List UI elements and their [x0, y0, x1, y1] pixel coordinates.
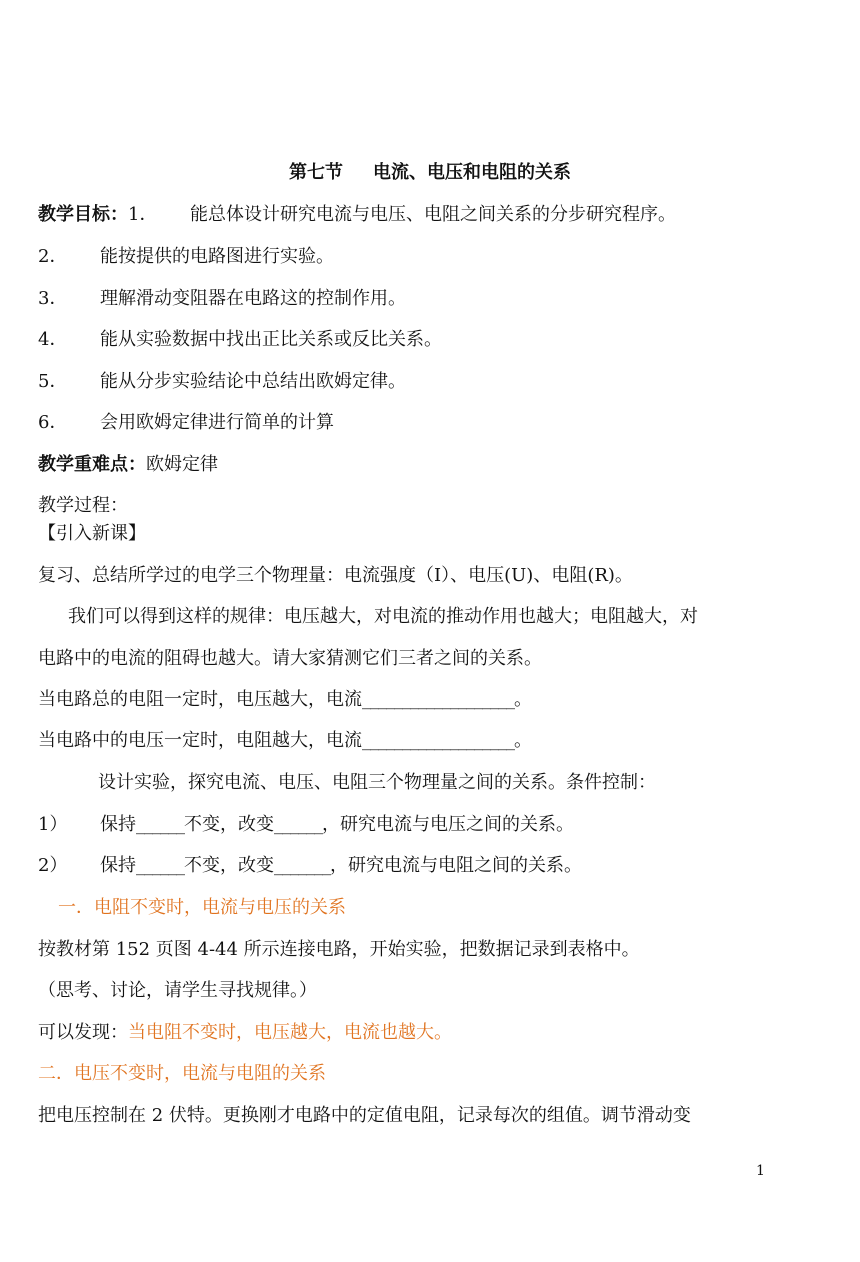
condition-line-2 [38, 854, 582, 878]
process-label: 教学过程： [38, 495, 128, 516]
finding-line [38, 1021, 452, 1045]
fill-blank: ______ [136, 814, 184, 835]
key-points-line [38, 453, 218, 477]
guess-end: 。 [514, 689, 532, 710]
title-topic: 电流、电压和电阻的关系 [373, 162, 571, 183]
fill-blank: _______ [274, 855, 330, 876]
finding-label: 可以发现： [38, 1022, 128, 1043]
condition-text: ，研究电流与电阻之间的关系。 [330, 855, 582, 876]
objective-number: 3． [38, 288, 68, 309]
objective-line-4 [38, 328, 442, 352]
design-text: 设计实验，探究电流、电压、电阻三个物理量之间的关系。条件控制： [98, 772, 656, 793]
guess-text: 当电路中的电压一定时，电阻越大，电流 [38, 730, 362, 751]
key-points-text: 欧姆定律 [146, 454, 218, 475]
objective-number: 2． [38, 246, 68, 267]
objective-text: 会用欧姆定律进行简单的计算 [100, 412, 334, 433]
objective-number: 4． [38, 329, 68, 350]
condition-text: 不变，改变 [184, 814, 274, 835]
objective-number: 1． [128, 204, 158, 225]
objective-line-5 [38, 370, 406, 394]
objective-line-3 [38, 287, 406, 311]
fill-blank: ___________________ [362, 689, 514, 710]
objective-text: 理解滑动变阻器在电路这的控制作用。 [100, 288, 406, 309]
condition-number: 2） [38, 855, 68, 876]
paragraph-line-2: 电路中的电流的阻碍也越大。请大家猜测它们三者之间的关系。 [38, 648, 542, 669]
condition-text: 保持 [100, 855, 136, 876]
section1-text: 按教材第 152 页图 4-44 所示连接电路，开始实验，把数据记录到表格中。 [38, 939, 640, 960]
guess-text: 当电路总的电阻一定时，电压越大，电流 [38, 689, 362, 710]
page-number: 1 [756, 1163, 765, 1179]
page-title [0, 161, 860, 185]
fill-blank: ______ [136, 855, 184, 876]
objectives-label: 教学目标： [38, 204, 128, 225]
objective-line-2 [38, 245, 334, 269]
guess-line-1 [38, 688, 532, 712]
section2-text: 把电压控制在 2 伏特。更换刚才电路中的定值电阻，记录每次的组值。调节滑动变 [38, 1105, 691, 1126]
fill-blank: ______ [274, 814, 322, 835]
objective-number: 5． [38, 371, 68, 392]
condition-text: 不变，改变 [184, 855, 274, 876]
condition-line-1 [38, 813, 574, 837]
fill-blank: ___________________ [362, 730, 514, 751]
finding-conclusion: 当电阻不变时，电压越大，电流也越大。 [128, 1022, 452, 1043]
guess-line-2 [38, 729, 532, 753]
paragraph-line-1: 我们可以得到这样的规律：电压越大，对电流的推动作用也越大；电阻越大，对 [68, 606, 698, 627]
objective-text: 能按提供的电路图进行实验。 [100, 246, 334, 267]
objective-text: 能从分步实验结论中总结出欧姆定律。 [100, 371, 406, 392]
key-points-label: 教学重难点： [38, 454, 146, 475]
objective-text: 能从实验数据中找出正比关系或反比关系。 [100, 329, 442, 350]
objective-text: 能总体设计研究电流与电压、电阻之间关系的分步研究程序。 [190, 204, 676, 225]
intro-label: 【引入新课】 [38, 523, 146, 544]
objective-line-6 [38, 411, 334, 435]
section-heading-2: 二．电压不变时，电流与电阻的关系 [38, 1063, 326, 1084]
section-heading-1: 一．电阻不变时，电流与电压的关系 [58, 897, 346, 918]
condition-number: 1） [38, 814, 68, 835]
condition-text: ，研究电流与电压之间的关系。 [322, 814, 574, 835]
review-text: 复习、总结所学过的电学三个物理量：电流强度（I）、电压(U)、电阻(R)。 [38, 565, 633, 586]
title-section-number: 第七节 [289, 162, 343, 183]
guess-end: 。 [514, 730, 532, 751]
objective-number: 6． [38, 412, 68, 433]
objective-line-1 [38, 203, 676, 227]
discussion-text: （思考、讨论，请学生寻找规律。） [38, 980, 317, 1001]
condition-text: 保持 [100, 814, 136, 835]
